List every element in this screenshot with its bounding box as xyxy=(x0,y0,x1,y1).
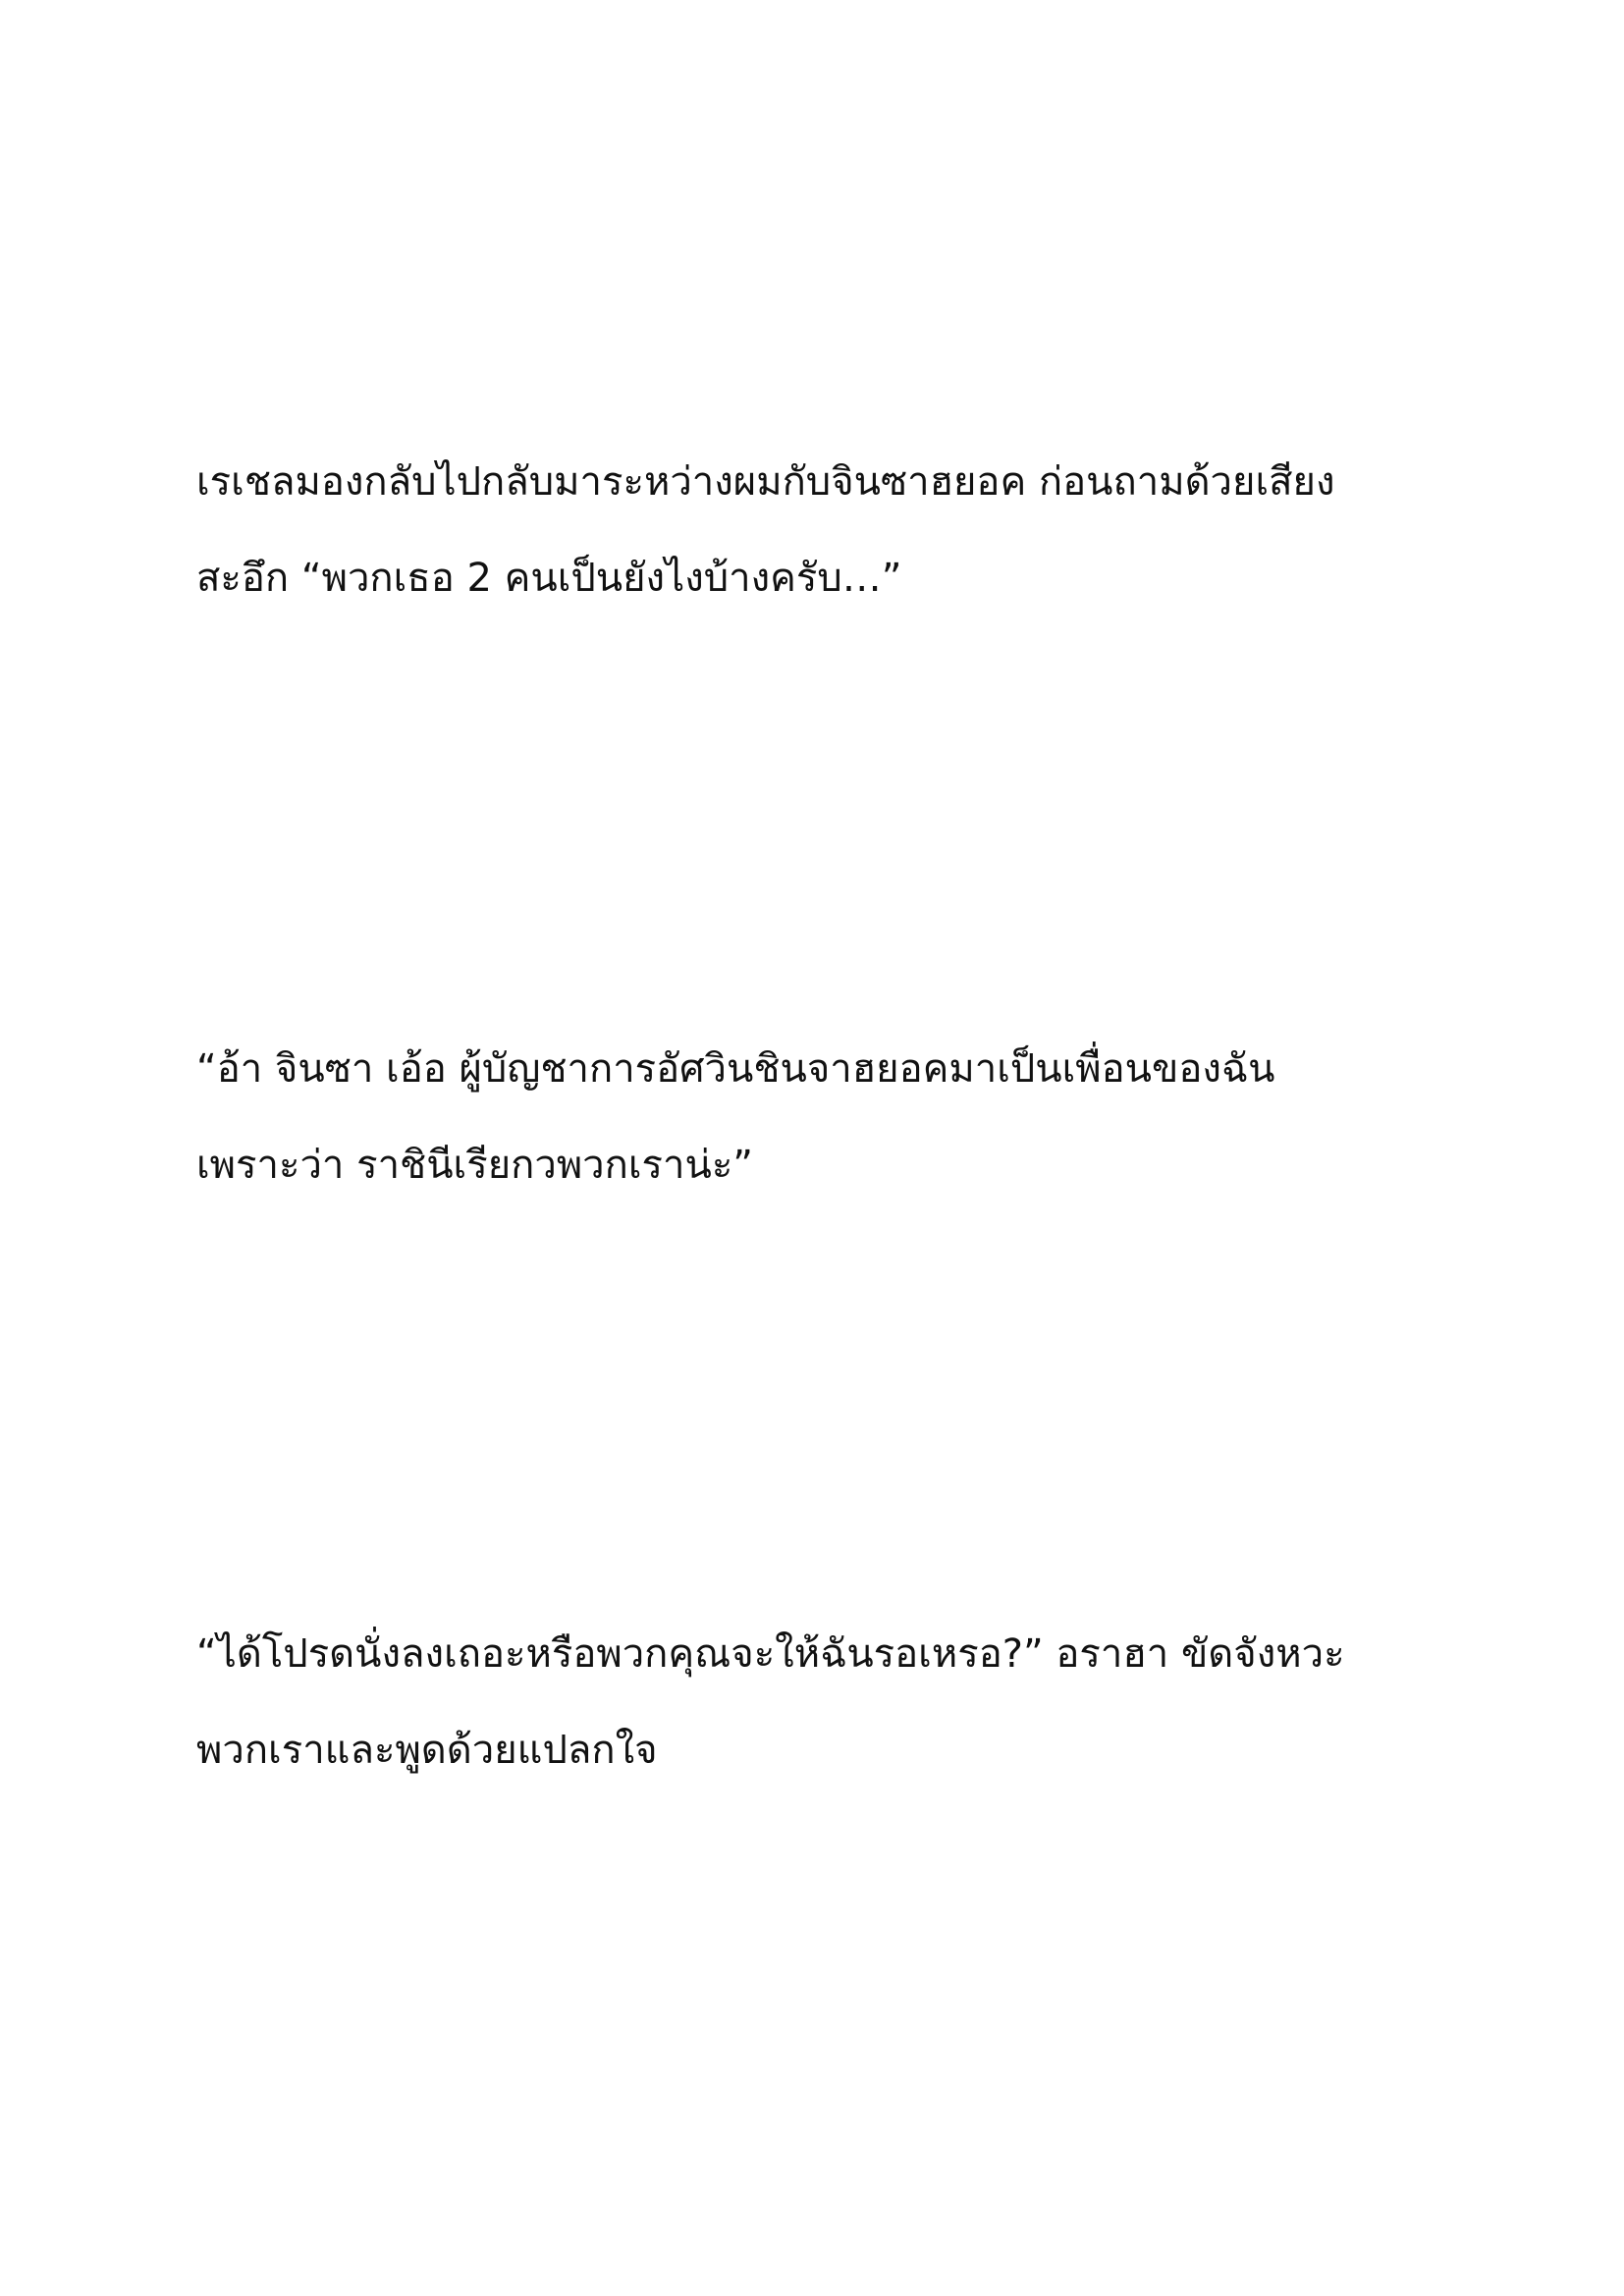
paragraph-2 xyxy=(196,1021,1473,1213)
paragraph-line: พวกเราและพูดด้วยแปลกใจ xyxy=(196,1728,658,1773)
paragraph-line: เรเชลมองกลับไปกลับมาระหว่างผมกับจินซาฮยอค ก่อนถามด้วยเสียง xyxy=(196,459,1335,505)
paragraph-3 xyxy=(196,1606,1473,1798)
paragraph-line: “ได้โปรดนั่งลงเถอะหรือพวกคุณจะให้ฉันรอเหรอ?” อราฮา ขัดจังหวะ xyxy=(196,1631,1345,1677)
paragraph-line: สะอึก “พวกเธอ 2 คนเป็นยังไงบ้างครับ…” xyxy=(196,556,902,601)
paragraph-line: “อ้า จินซา เอ้อ ผู้บัญชาการอัศวินชินจาฮยอคมาเป็นเพื่อนของฉัน xyxy=(196,1046,1275,1092)
paragraph-1 xyxy=(196,434,1473,626)
paragraph-line: เพราะว่า ราชินีเรียกวพวกเราน่ะ” xyxy=(196,1143,754,1188)
